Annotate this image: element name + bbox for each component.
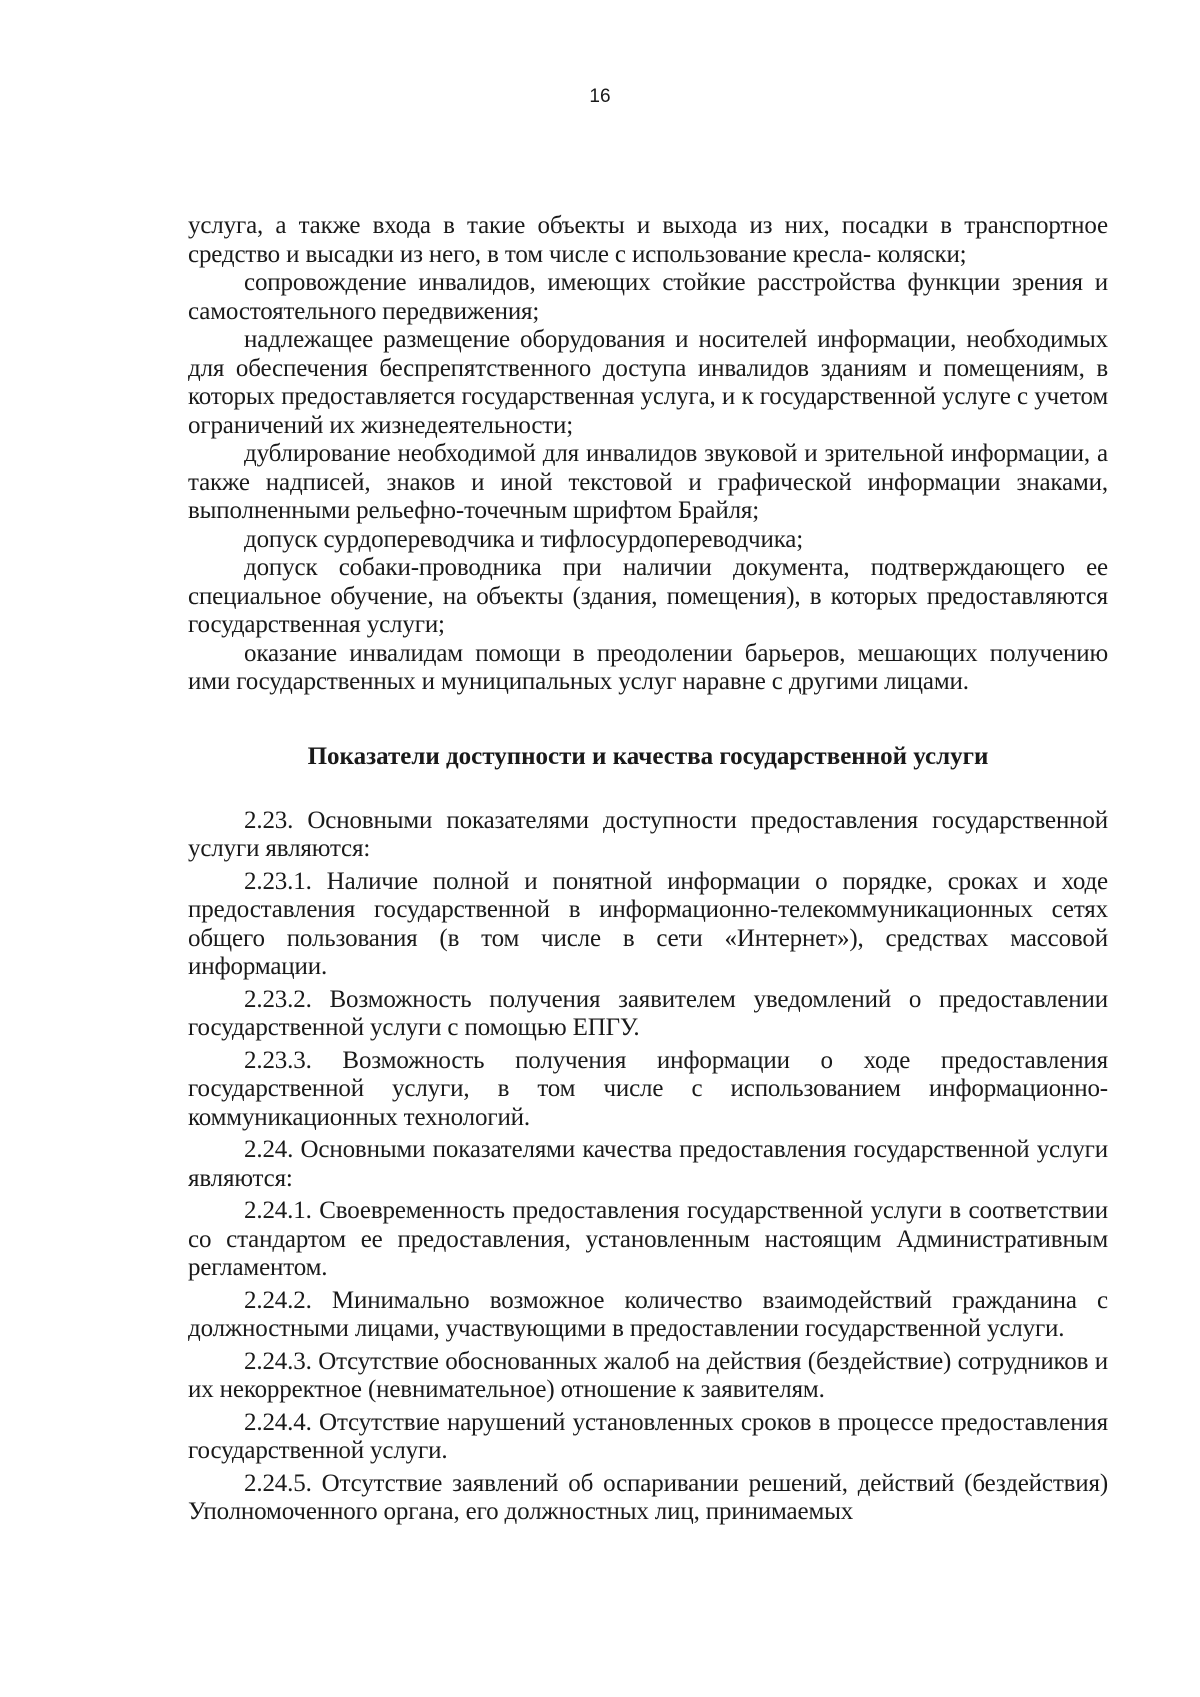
clause-2-23: 2.23. Основными показателями доступности предоставления государственной услуги являются: bbox=[188, 806, 1108, 862]
paragraph: надлежащее размещение оборудования и носителей информации, необходимых для обеспечения беспрепятственного доступа инвалидов зданиям и помещениям, в которых предоставляется государственная услуга, и к государственной услуге с учетом ограничений их жизнедеятельности; bbox=[188, 326, 1108, 439]
clause-2-24-1: 2.24.1. Своевременность предоставления государственной услуги в соответствии со стандартом ее предоставления, установленным настоящим Административным регламентом. bbox=[188, 1197, 1108, 1281]
paragraph: допуск собаки-проводника при наличии документа, подтверждающего ее специальное обучение, на объекты (здания, помещения), в которых предоставляются государственная услуги; bbox=[188, 554, 1108, 638]
clause-2-24-5: 2.24.5. Отсутствие заявлений об оспаривании решений, действий (бездействия) Уполномоченного органа, его должностных лиц, принимаемых bbox=[188, 1469, 1108, 1525]
clause-2-24-4: 2.24.4. Отсутствие нарушений установленных сроков в процессе предоставления государственной услуги. bbox=[188, 1408, 1108, 1464]
page-number: 16 bbox=[589, 86, 611, 107]
clause-2-24-2: 2.24.2. Минимально возможное количество взаимодействий гражданина с должностными лицами, участвующими в предоставлении государственной услуги. bbox=[188, 1286, 1108, 1342]
paragraph-continuation: услуга, а также входа в такие объекты и выхода из них, посадки в транспортное средство и высадки из него, в том числе с использование кресла- коляски; bbox=[188, 212, 1108, 268]
clause-2-24-3: 2.24.3. Отсутствие обоснованных жалоб на действия (бездействие) сотрудников и их некорректное (невнимательное) отношение к заявителям. bbox=[188, 1347, 1108, 1403]
clause-2-23-1: 2.23.1. Наличие полной и понятной информации о порядке, сроках и ходе предоставления государственной в информационно-телекоммуникационных сетях общего пользования (в том числе в сети «Интернет»), средствах массовой информации. bbox=[188, 867, 1108, 980]
clause-2-24: 2.24. Основными показателями качества предоставления государственной услуги являются: bbox=[188, 1136, 1108, 1192]
section-heading: Показатели доступности и качества государственной услуги bbox=[307, 742, 989, 770]
paragraph: сопровождение инвалидов, имеющих стойкие расстройства функции зрения и самостоятельного передвижения; bbox=[188, 269, 1108, 325]
paragraph: дублирование необходимой для инвалидов звуковой и зрительной информации, а также надписей, знаков и иной текстовой и графической информации знаками, выполненными рельефно-точечным шрифтом Брайля; bbox=[188, 440, 1108, 524]
paragraph: оказание инвалидам помощи в преодолении барьеров, мешающих получению ими государственных и муниципальных услуг наравне с другими лицами. bbox=[188, 639, 1108, 695]
clause-2-23-3: 2.23.3. Возможность получения информации о ходе предоставления государственной услуги, в том числе с использованием информационно-коммуникационных технологий. bbox=[188, 1046, 1108, 1131]
document-body bbox=[188, 212, 1108, 1527]
paragraph: допуск сурдопереводчика и тифлосурдопереводчика; bbox=[244, 525, 804, 553]
clause-2-23-2: 2.23.2. Возможность получения заявителем уведомлений о предоставлении государственной услуги с помощью ЕПГУ. bbox=[188, 985, 1108, 1041]
